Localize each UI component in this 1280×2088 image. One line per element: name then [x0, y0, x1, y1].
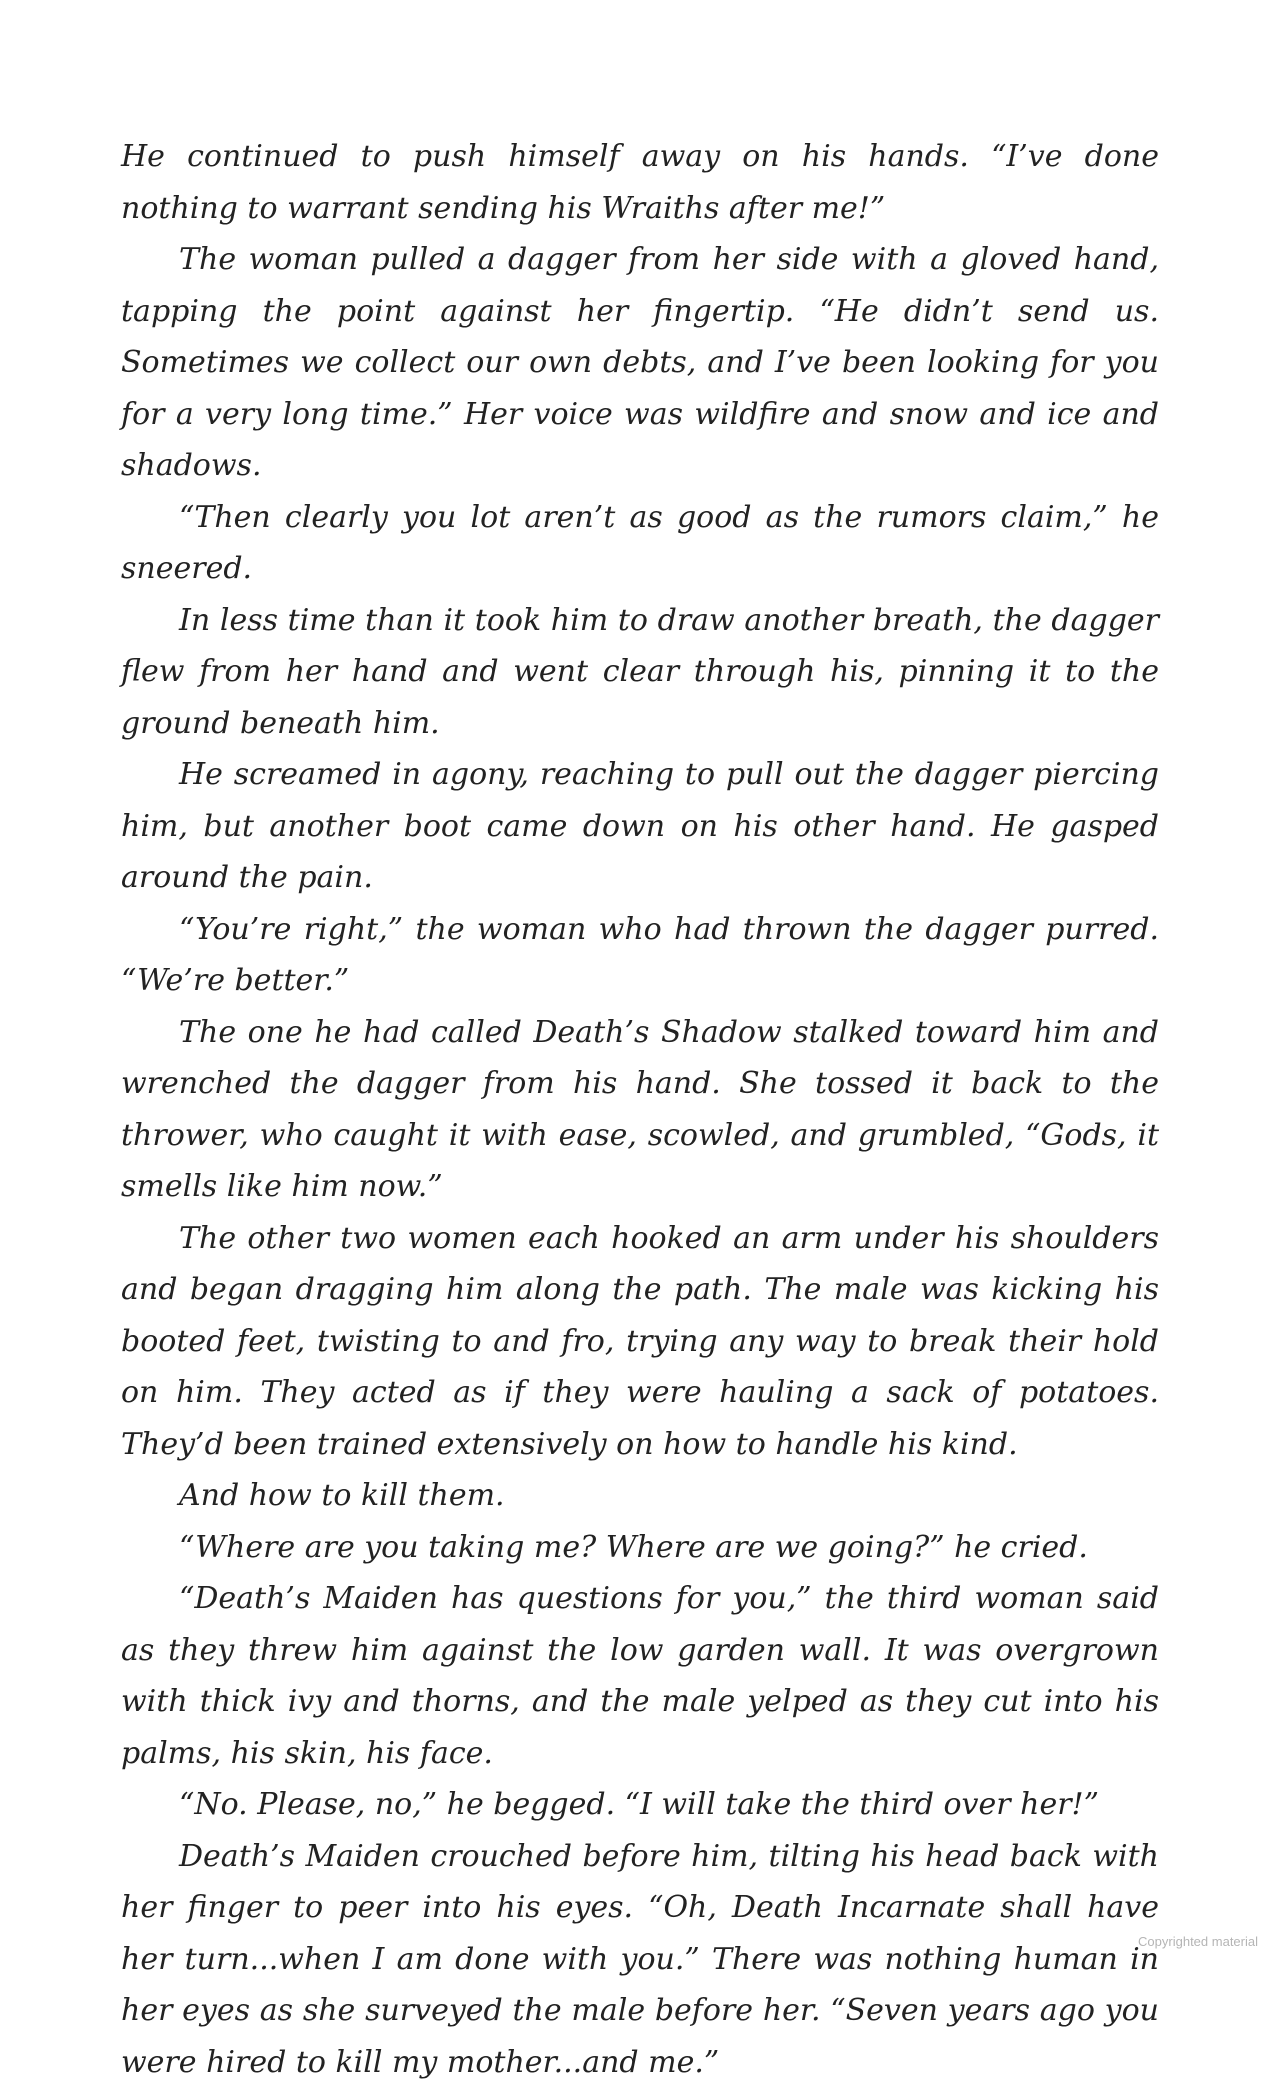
paragraph: And how to kill them.: [121, 1470, 1159, 1522]
paragraph: The woman pulled a dagger from her side with a gloved hand, tapping the point against her fingertip. “He didn’t send us. Sometimes we collect our own debts, and I’ve been looking for you for a very long time.” Her voice was wildfire and snow and ice and shadows.: [121, 234, 1159, 492]
paragraph: “Then clearly you lot aren’t as good as the rumors claim,” he sneered.: [121, 492, 1159, 595]
paragraph: He screamed in agony, reaching to pull out the dagger piercing him, but another boot came down on his other hand. He gasped around the pain.: [121, 749, 1159, 904]
paragraph: “No. Please, no,” he begged. “I will take the third over her!”: [121, 1779, 1159, 1831]
paragraph: In less time than it took him to draw another breath, the dagger flew from her hand and went clear through his, pinning it to the ground beneath him.: [121, 595, 1159, 750]
paragraph: The one he had called Death’s Shadow stalked toward him and wrenched the dagger from his hand. She tossed it back to the thrower, who caught it with ease, scowled, and grumbled, “Gods, it smells like him now.”: [121, 1007, 1159, 1213]
page-body-text: [121, 131, 1159, 2088]
paragraph: “Where are you taking me? Where are we going?” he cried.: [121, 1522, 1159, 1574]
paragraph: “You’re right,” the woman who had thrown the dagger purred. “We’re better.”: [121, 904, 1159, 1007]
paragraph: “Death’s Maiden has questions for you,” the third woman said as they threw him against the low garden wall. It was overgrown with thick ivy and thorns, and the male yelped as they cut into his palms, his skin, his face.: [121, 1573, 1159, 1779]
copyright-watermark: Copyrighted material: [1138, 1934, 1258, 1949]
paragraph: Death’s Maiden crouched before him, tilting his head back with her finger to peer into his eyes. “Oh, Death Incarnate shall have her turn...when I am done with you.” There was nothing human in her eyes as she surveyed the male before her. “Seven years ago you were hired to kill my mother...and me.”: [121, 1831, 1159, 2088]
paragraph: He continued to push himself away on his hands. “I’ve done nothing to warrant sending his Wraiths after me!”: [121, 131, 1159, 234]
paragraph: The other two women each hooked an arm under his shoulders and began dragging him along the path. The male was kicking his booted feet, twisting to and fro, trying any way to break their hold on him. They acted as if they were hauling a sack of potatoes. They’d been trained extensively on how to handle his kind.: [121, 1213, 1159, 1471]
